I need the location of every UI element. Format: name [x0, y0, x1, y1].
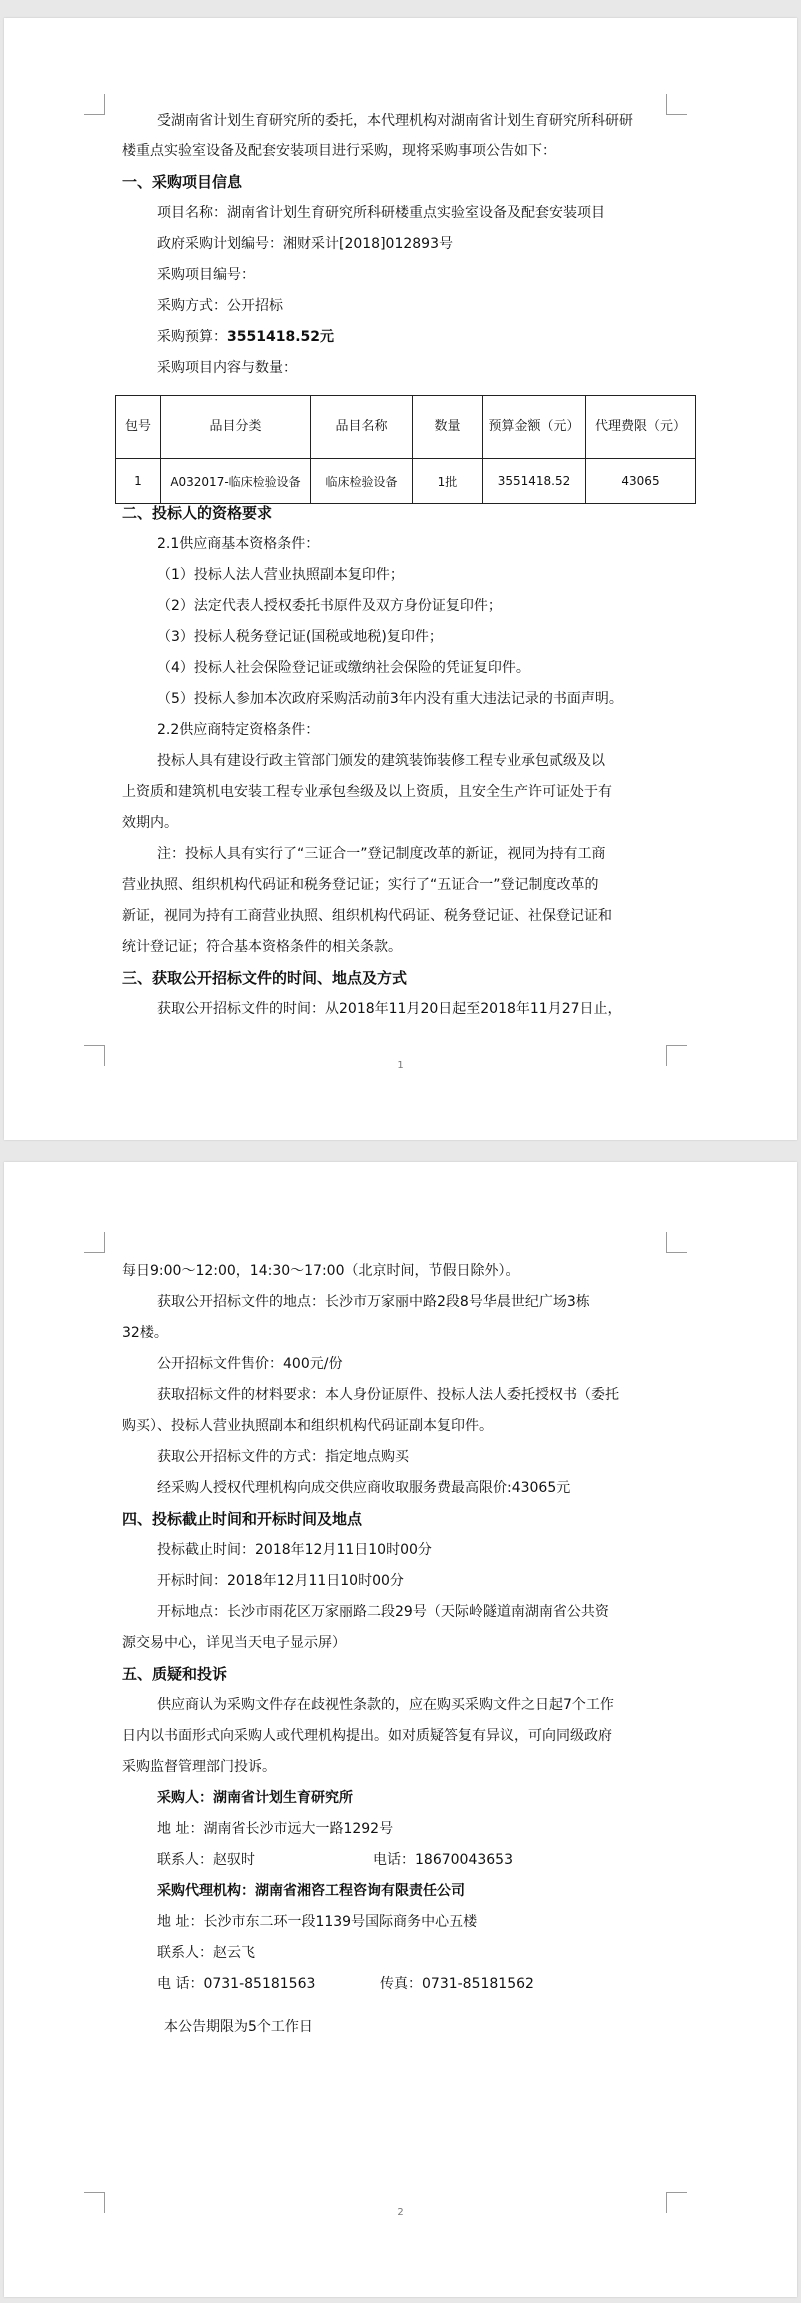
open-place-line: 源交易中心，详见当天电子显示屏） [122, 1635, 346, 1651]
service-fee: 经采购人授权代理机构向成交供应商收取服务费最高限价:43065元 [157, 1480, 571, 1496]
buyer-name: 采购人：湖南省计划生育研究所 [157, 1790, 353, 1806]
document-page-2 [4, 1162, 797, 2297]
document-price: 公开招标文件售价：400元/份 [157, 1356, 343, 1372]
get-way: 获取公开招标文件的方式：指定地点购买 [157, 1449, 409, 1465]
note-line: 统计登记证；符合基本资格条件的相关条款。 [122, 939, 402, 955]
time-continued: 每日9:00～12:00，14:30～17:00（北京时间，节假日除外）。 [122, 1263, 520, 1279]
crop-mark [666, 94, 687, 115]
qualification-2-1: 2.1供应商基本资格条件： [157, 536, 320, 552]
special-qualification-line: 上资质和建筑机电安装工程专业承包叁级及以上资质，且安全生产许可证处于有 [122, 784, 612, 800]
agent-address: 地 址：长沙市东二环一段1139号国际商务中心五楼 [157, 1914, 478, 1930]
qualification-item: （3）投标人税务登记证(国税或地税)复印件； [157, 629, 443, 645]
content-label: 采购项目内容与数量： [157, 360, 297, 376]
buyer-contact: 联系人：赵驭时 [157, 1852, 255, 1868]
document-page-1 [4, 18, 797, 1140]
qualification-item: （5）投标人参加本次政府采购活动前3年内没有重大违法记录的书面声明。 [157, 691, 623, 707]
table-header: 品目名称 [311, 396, 413, 459]
get-time: 获取公开招标文件的时间：从2018年11月20日起至2018年11月27日止， [157, 1001, 622, 1017]
items-table [115, 395, 696, 504]
table-cell: 3551418.52 [483, 459, 586, 504]
agent-fax: 传真：0731-85181562 [380, 1976, 534, 1992]
table-cell: 1 [116, 459, 161, 504]
table-row [116, 459, 696, 504]
agent-name: 采购代理机构：湖南省湘咨工程咨询有限责任公司 [157, 1883, 465, 1899]
buyer-phone: 电话：18670043653 [373, 1852, 513, 1868]
project-name: 项目名称：湖南省计划生育研究所科研楼重点实验室设备及配套安装项目 [157, 205, 605, 221]
table-header: 代理费限（元） [586, 396, 696, 459]
open-place-line: 开标地点：长沙市雨花区万家丽路二段29号（天际岭隧道南湖南省公共资 [157, 1604, 609, 1620]
special-qualification-line: 效期内。 [122, 815, 178, 831]
table-cell: 1批 [413, 459, 483, 504]
budget [157, 328, 334, 346]
special-qualification-line: 投标人具有建设行政主管部门颁发的建筑装饰装修工程专业承包贰级及以 [157, 753, 605, 769]
table-header: 数量 [413, 396, 483, 459]
bid-deadline: 投标截止时间：2018年12月11日10时00分 [157, 1542, 432, 1558]
crop-mark [84, 94, 105, 115]
procurement-method: 采购方式：公开招标 [157, 298, 283, 314]
section-1-heading: 一、采购项目信息 [122, 173, 243, 191]
material-line: 获取招标文件的材料要求：本人身份证原件、投标人法人委托授权书（委托 [157, 1387, 619, 1403]
table-header: 品目分类 [161, 396, 311, 459]
budget-value: 3551418.52元 [227, 329, 334, 345]
table-cell: A032017-临床检验设备 [161, 459, 311, 504]
table-header: 预算金额（元） [483, 396, 586, 459]
section-4-heading: 四、投标截止时间和开标时间及地点 [122, 1510, 363, 1528]
section-3-heading: 三、获取公开招标文件的时间、地点及方式 [122, 969, 408, 987]
table-cell: 43065 [586, 459, 696, 504]
crop-mark [666, 1232, 687, 1253]
budget-label: 采购预算： [157, 329, 227, 345]
agent-phone: 电 话：0731-85181563 [157, 1976, 316, 1992]
crop-mark [84, 1232, 105, 1253]
note-line: 营业执照、组织机构代码证和税务登记证；实行了“五证合一”登记制度改革的 [122, 877, 599, 893]
get-place-line: 32楼。 [122, 1325, 168, 1341]
section-5-heading: 五、质疑和投诉 [122, 1665, 228, 1683]
complaint-line: 供应商认为采购文件存在歧视性条款的，应在购买采购文件之日起7个工作 [157, 1697, 614, 1713]
plan-number: 政府采购计划编号：湘财采计[2018]012893号 [157, 236, 453, 252]
complaint-line: 日内以书面形式向采购人或代理机构提出。如对质疑答复有异议，可向同级政府 [122, 1728, 612, 1744]
table-header: 包号 [116, 396, 161, 459]
project-number: 采购项目编号： [157, 267, 255, 283]
table-cell: 临床检验设备 [311, 459, 413, 504]
table-header-row [116, 396, 696, 459]
intro-line-2: 楼重点实验室设备及配套安装项目进行采购，现将采购事项公告如下： [122, 143, 556, 159]
material-line: 购买）、投标人营业执照副本和组织机构代码证副本复印件。 [122, 1418, 493, 1434]
note-line: 注：投标人具有实行了“三证合一”登记制度改革的新证，视同为持有工商 [157, 846, 606, 862]
note-line: 新证，视同为持有工商营业执照、组织机构代码证、税务登记证、社保登记证和 [122, 908, 612, 924]
agent-contact: 联系人：赵云飞 [157, 1945, 255, 1961]
get-place-line: 获取公开招标文件的地点：长沙市万家丽中路2段8号华晨世纪广场3栋 [157, 1294, 590, 1310]
page-number: 1 [397, 1060, 404, 1071]
open-time: 开标时间：2018年12月11日10时00分 [157, 1573, 404, 1589]
intro-line-1: 受湖南省计划生育研究所的委托，本代理机构对湖南省计划生育研究所科研研 [157, 113, 633, 129]
section-2-heading: 二、投标人的资格要求 [122, 504, 273, 522]
qualification-item: （2）法定代表人授权委托书原件及双方身份证复印件； [157, 598, 502, 614]
buyer-address: 地 址：湖南省长沙市远大一路1292号 [157, 1821, 394, 1837]
announcement-period: 本公告期限为5个工作日 [164, 2019, 313, 2035]
qualification-2-2: 2.2供应商特定资格条件： [157, 722, 320, 738]
qualification-item: （1）投标人法人营业执照副本复印件； [157, 567, 404, 583]
qualification-item: （4）投标人社会保险登记证或缴纳社会保险的凭证复印件。 [157, 660, 530, 676]
page-number: 2 [397, 2207, 404, 2218]
complaint-line: 采购监督管理部门投诉。 [122, 1759, 276, 1775]
